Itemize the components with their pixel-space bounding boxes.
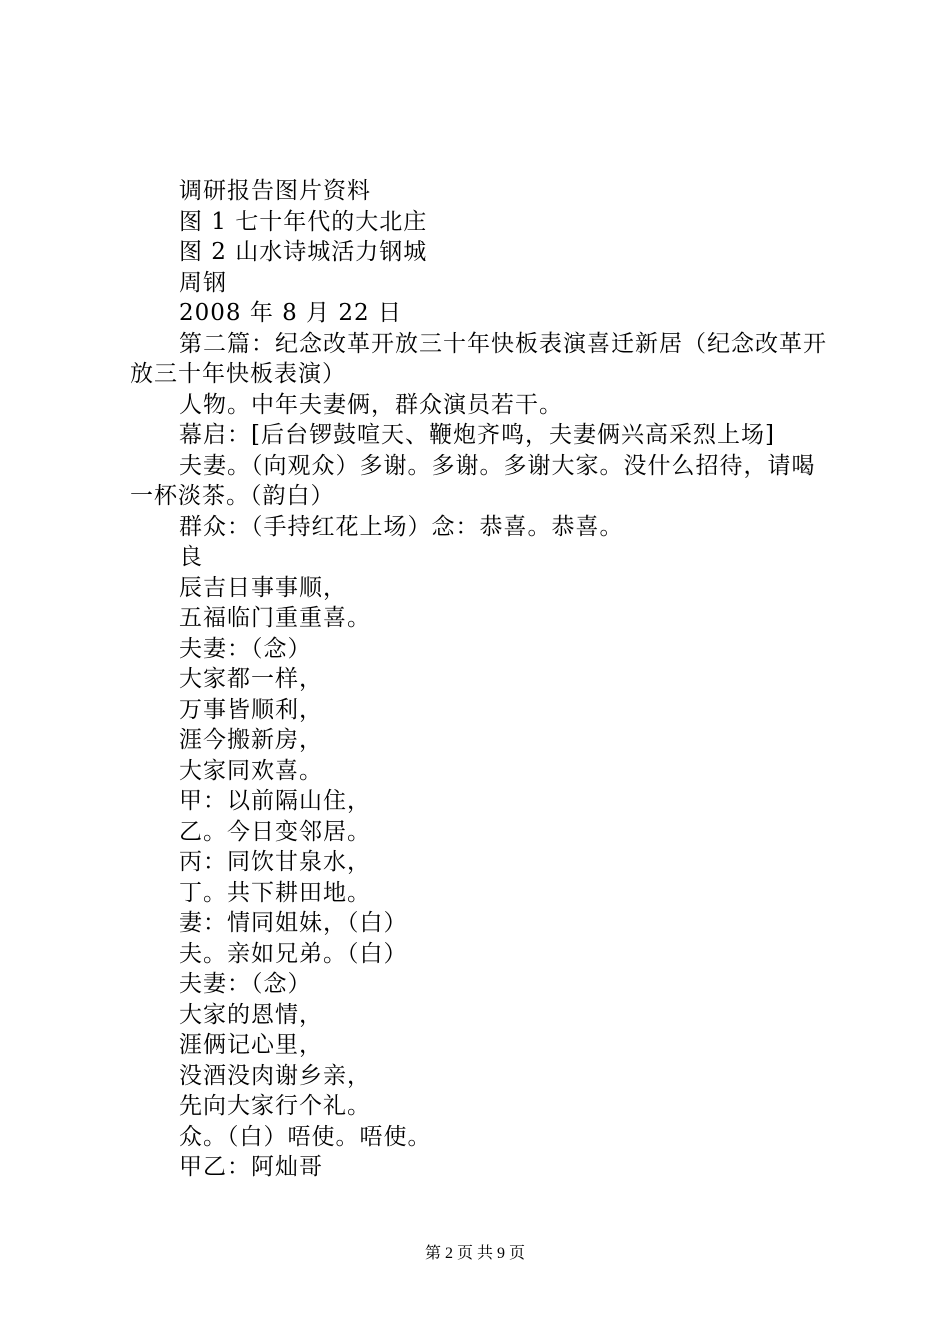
paragraph: 大家的恩情， xyxy=(179,1001,323,1028)
paragraph: 2008 年 8 月 22 日 xyxy=(179,300,402,326)
paragraph: 丁。共下耕田地。 xyxy=(179,879,371,906)
paragraph: 夫妻：（念） xyxy=(179,635,312,662)
paragraph: 大家都一样， xyxy=(179,666,323,692)
paragraph: 甲：以前隔山住， xyxy=(179,788,371,814)
page-footer: 第 2 页 共 9 页 xyxy=(424,1245,525,1262)
paragraph: 妻：情同姐妹，（白） xyxy=(179,910,408,936)
paragraph: 幕启：[后台锣鼓喧天、鞭炮齐鸣，夫妻俩兴高采烈上场] xyxy=(179,422,775,448)
paragraph: 辰吉日事事顺， xyxy=(179,574,347,601)
paragraph: 夫妻。（向观众）多谢。多谢。多谢大家。没什么招待，请喝一杯淡茶。（韵白） xyxy=(130,452,816,509)
paragraph: 众。（白）唔使。唔使。 xyxy=(179,1123,432,1150)
paragraph: 图 2 山水诗城活力钢城 xyxy=(179,239,428,265)
paragraph: 丙：同饮甘泉水， xyxy=(179,849,371,875)
paragraph: 五福临门重重喜。 xyxy=(179,605,371,631)
document-body xyxy=(130,176,830,1183)
paragraph: 乙。今日变邻居。 xyxy=(179,818,371,845)
paragraph: 没酒没肉谢乡亲， xyxy=(179,1062,371,1089)
paragraph: 调研报告图片资料 xyxy=(179,178,371,204)
paragraph: 夫妻：（念） xyxy=(179,971,312,997)
paragraph: 图 1 七十年代的大北庄 xyxy=(179,208,428,235)
paragraph: 涯今搬新房， xyxy=(179,727,323,753)
paragraph: 人物。中年夫妻俩，群众演员若干。 xyxy=(179,391,563,418)
paragraph: 大家同欢喜。 xyxy=(179,757,323,784)
paragraph: 甲乙：阿灿哥 xyxy=(179,1154,323,1180)
paragraph: 涯俩记心里， xyxy=(179,1032,323,1058)
paragraph: 夫。亲如兄弟。（白） xyxy=(179,940,408,967)
paragraph: 先向大家行个礼。 xyxy=(179,1093,371,1119)
paragraph: 周钢 xyxy=(179,269,227,296)
paragraph: 第二篇：纪念改革开放三十年快板表演喜迁新居（纪念改革开放三十年快板表演） xyxy=(130,330,827,387)
paragraph: 万事皆顺利， xyxy=(179,696,323,723)
paragraph: 良 xyxy=(179,544,203,570)
paragraph: 群众：（手持红花上场）念：恭喜。恭喜。 xyxy=(179,513,624,540)
